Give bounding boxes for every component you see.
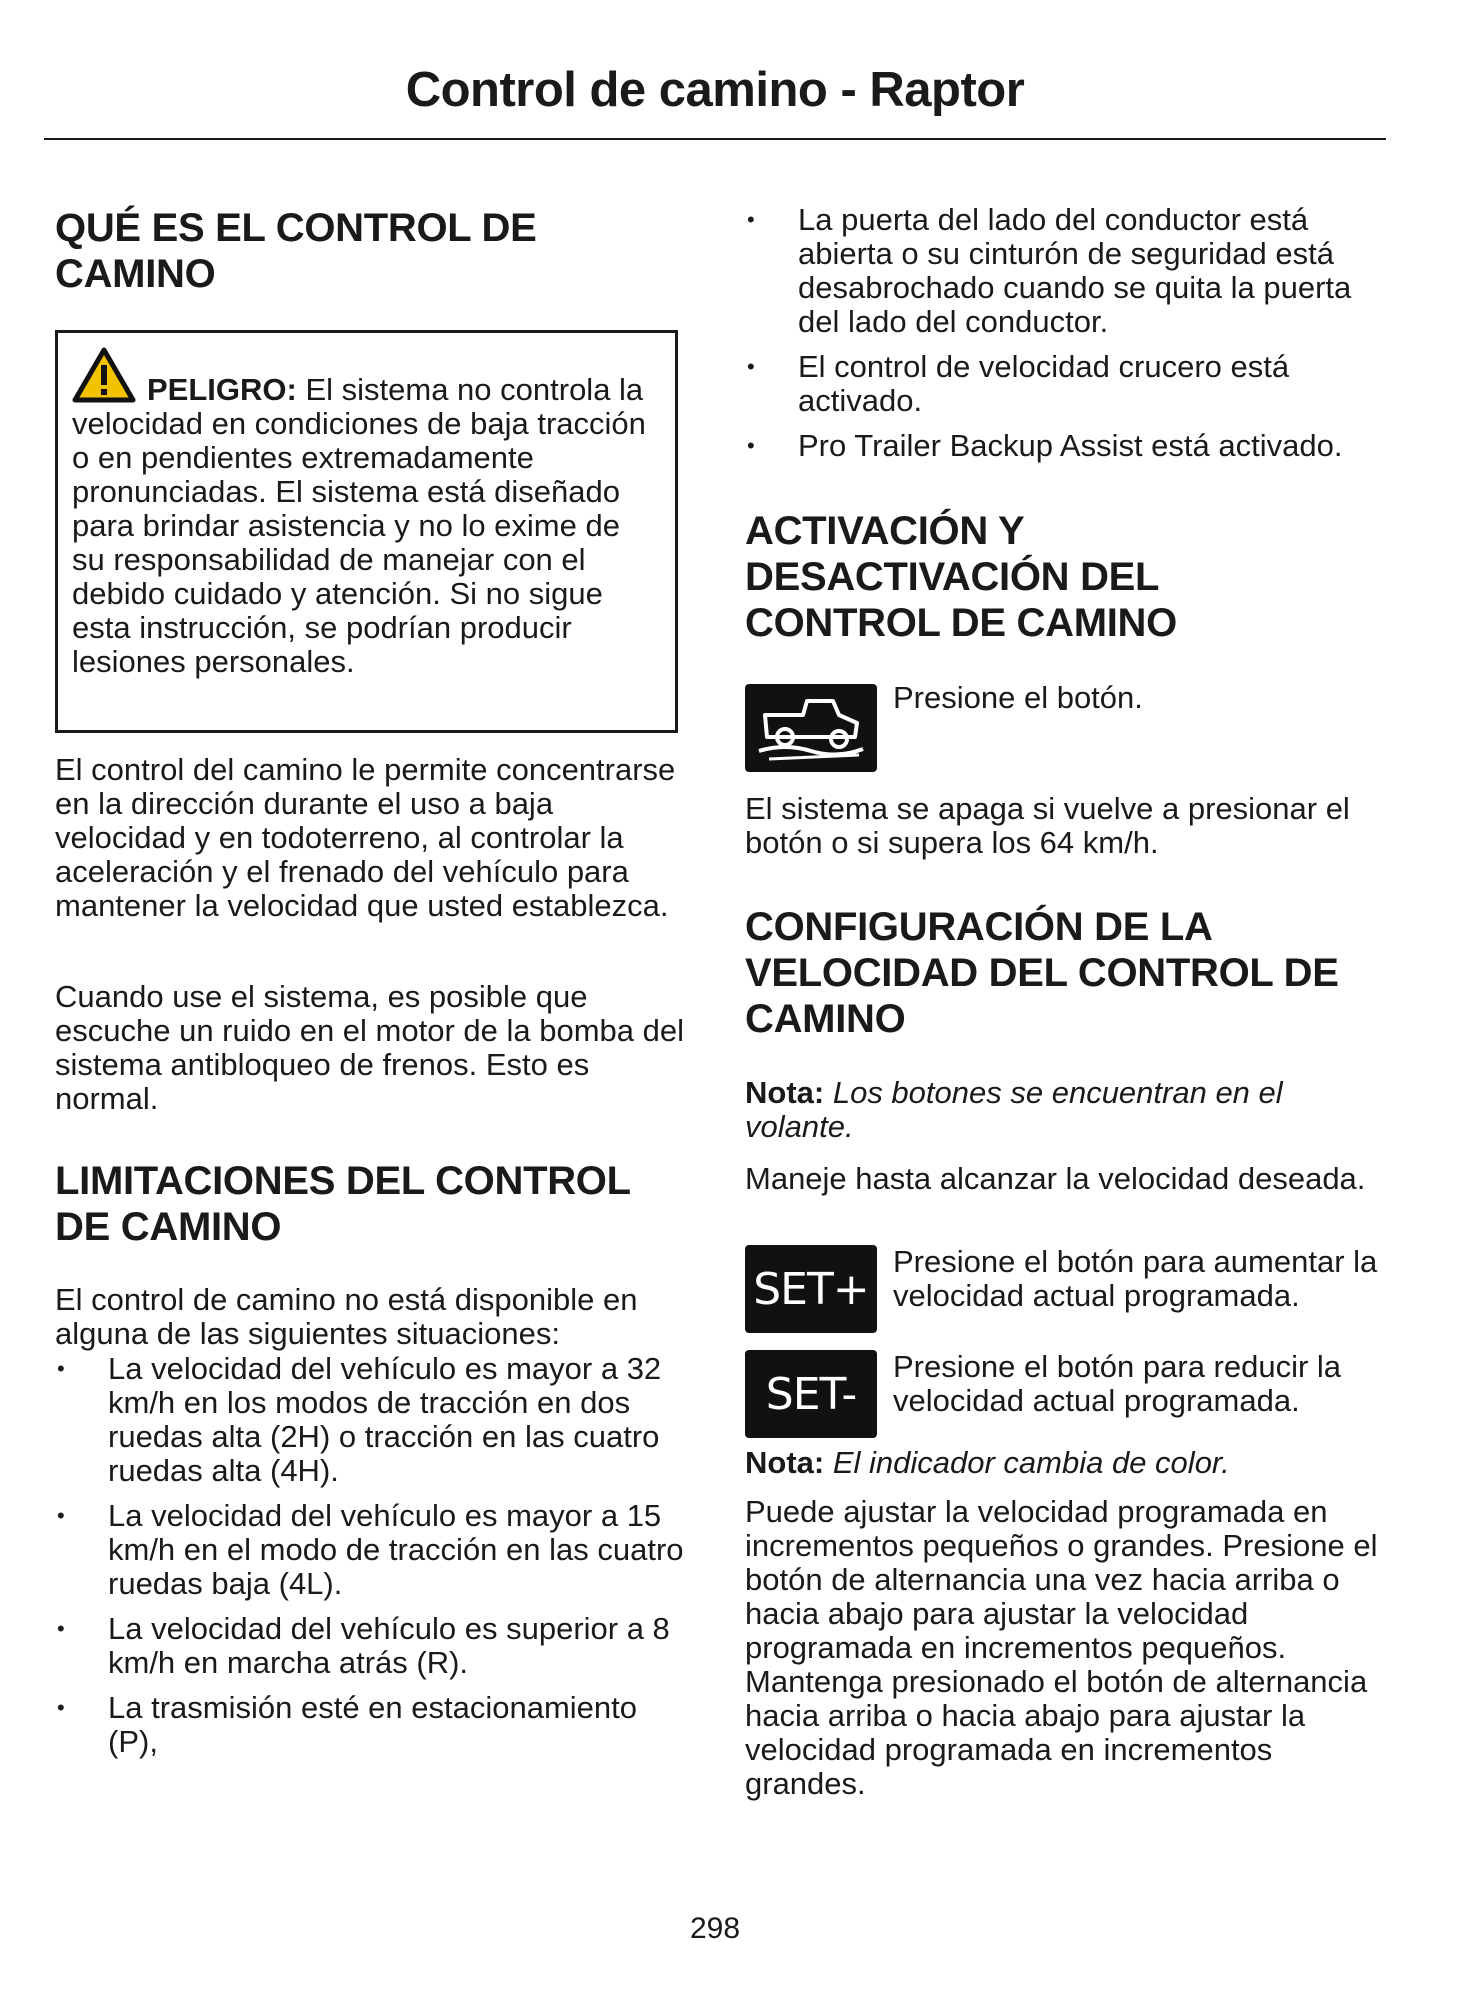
set-plus-button-icon [745,1245,877,1333]
list-item: • La velocidad del vehículo es mayor a 32 km/h en los modos de tracción en dos ruedas alta (2H) o tracción en las cuatro ruedas alta (4H). [57,1351,662,1488]
note-indicator [745,1446,1385,1480]
warning-body: El sistema no controla la velocidad en condiciones de baja tracción o en pendientes extremadamente pronunciadas. El sistema está diseñado para brindar asistencia y no lo exime de su responsabilidad de manejar con el debido cuidado y atención. Si no sigue esta instrucción, se podrían producir lesiones personales. [72,372,646,679]
paragraph-adjust-speed: Puede ajustar la velocidad programada en incrementos pequeños o grandes. Presione el botón de alternancia una vez hacia arriba o hacia abajo para ajustar la velocidad programada en incrementos pequeños. Mantenga presionado el botón de alternancia hacia arriba o hacia abajo para ajustar la velocidad programada en incrementos grandes. [745,1494,1378,1801]
section-heading-speed-setting: CONFIGURACIÓN DE LA VELOCIDAD DEL CONTROL DE CAMINO [745,905,1339,1041]
note-label: Nota: [745,1075,825,1110]
press-button-text: Presione el botón. [893,680,1143,715]
list-item: • La puerta del lado del conductor está abierta o su cinturón de seguridad está desabrochado cuando se quita la puerta del lado del conductor. [747,202,1352,339]
note-buttons [745,1076,1385,1144]
title-rule [44,138,1386,140]
limitations-list [55,1352,690,1770]
section-heading-what-is: QUÉ ES EL CONTROL DE CAMINO [55,206,537,296]
set-minus-label: SET- [765,1368,857,1420]
truck-on-slope-icon [755,693,867,763]
list-item: • El control de velocidad crucero está activado. [747,349,1290,418]
page-title: Control de camino - Raptor [405,63,1025,117]
set-plus-label: SET+ [753,1263,869,1315]
list-item: • La trasmisión esté en estacionamiento (P), [57,1690,638,1759]
warning-text [72,373,661,679]
paragraph-turn-off: El sistema se apaga si vuelve a presionar el botón o si supera los 64 km/h. [745,791,1350,860]
set-plus-description: Presione el botón para aumentar la velocidad actual programada. [893,1244,1378,1313]
page-number: 298 [689,1912,741,1945]
limitations-list-continued [745,203,1385,474]
set-minus-button-icon [745,1350,877,1438]
paragraph-drive: Maneje hasta alcanzar la velocidad deseada. [745,1161,1366,1196]
warning-triangle-icon [72,347,136,403]
paragraph-noise: Cuando use el sistema, es posible que escuche un ruido en el motor de la bomba del sistema antibloqueo de frenos. Esto es normal. [55,979,685,1116]
set-minus-description: Presione el botón para reducir la velocidad actual programada. [893,1349,1342,1418]
note-text: Los botones se encuentran en el volante. [745,1075,1283,1144]
list-item: • La velocidad del vehículo es superior a 8 km/h en marcha atrás (R). [57,1611,670,1680]
warning-label: PELIGRO: [147,372,297,407]
note-label: Nota: [745,1445,825,1480]
list-item: • Pro Trailer Backup Assist está activado. [747,428,1343,463]
warning-box [55,330,678,733]
section-heading-limitations: LIMITACIONES DEL CONTROL DE CAMINO [55,1159,631,1249]
trail-control-button-icon [745,684,877,772]
list-item: • La velocidad del vehículo es mayor a 15 km/h en el modo de tracción en las cuatro ruedas baja (4L). [57,1498,684,1601]
paragraph-unavailable: El control de camino no está disponible en alguna de las siguientes situaciones: [55,1282,638,1351]
section-heading-activation: ACTIVACIÓN Y DESACTIVACIÓN DEL CONTROL DE CAMINO [745,509,1177,645]
note-text: El indicador cambia de color. [824,1445,1230,1480]
paragraph-description: El control del camino le permite concentrarse en la dirección durante el uso a baja velocidad y en todoterreno, al controlar la aceleración y el frenado del vehículo para mantener la velocidad que usted establezca. [55,752,676,923]
